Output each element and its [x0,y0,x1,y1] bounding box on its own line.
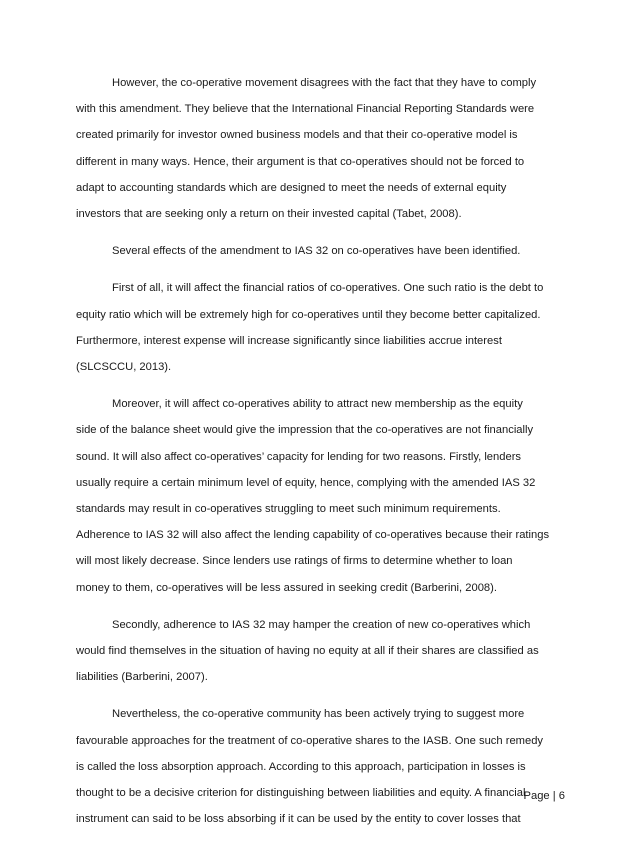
paragraph-3 [76,275,566,380]
text-line: adapt to accounting standards which are designed to meet the needs of external equity [76,181,507,194]
text-line: favourable approaches for the treatment of co-operative shares to the IASB. One such remedy [76,734,544,747]
body-text [76,70,566,843]
text-line: thought to be a decisive criterion for distinguishing between liabilities and equity. A financial [76,787,526,800]
paragraph-6 [76,701,566,832]
paragraph-4 [76,391,566,601]
text-line: instrument can said to be loss absorbing if it can be used by the entity to cover losses that [76,813,521,826]
text-line: usually require a certain minimum level of equity, hence, complying with the amended IAS 32 [76,476,536,489]
text-line: Adherence to IAS 32 will also affect the lending capability of co-operatives because their ratings [76,529,550,542]
text-line: Moreover, it will affect co-operatives ability to attract new membership as the equity [112,398,523,411]
text-line: equity ratio which will be extremely high for co-operatives until they become better capitalized. [76,308,541,321]
text-line: created primarily for investor owned business models and that their co-operative model is [76,129,518,142]
text-line: with this amendment. They believe that the International Financial Reporting Standards were [76,103,535,116]
text-line: Secondly, adherence to IAS 32 may hamper the creation of new co-operatives which [112,618,531,631]
text-line: (SLCSCCU, 2013). [76,361,172,374]
page-number: Page | 6 [523,790,565,802]
text-line: would find themselves in the situation of having no equity at all if their shares are classified as [76,645,539,658]
text-line: money to them, co-operatives will be less assured in seeking credit (Barberini, 2008). [76,581,497,594]
text-line: However, the co-operative movement disagrees with the fact that they have to comply [112,77,537,89]
text-line: Nevertheless, the co-operative community has been actively trying to suggest more [112,708,525,721]
paragraph-1 [76,70,566,227]
text-line: sound. It will also affect co-operatives’ capacity for lending for two reasons. Firstly, lenders [76,450,522,463]
text-line: First of all, it will affect the financial ratios of co-operatives. One such ratio is the debt to [112,282,544,295]
text-line: standards may result in co-operatives struggling to meet such minimum requirements. [76,503,501,516]
paragraph-2 [76,238,566,264]
paragraph-5 [76,612,566,691]
text-line: is called the loss absorption approach. According to this approach, participation in losses is [76,760,526,773]
text-line: side of the balance sheet would give the impression that the co-operatives are not financially [76,424,534,437]
text-line: will most likely decrease. Since lenders use ratings of firms to determine whether to loan [76,555,513,568]
text-line: liabilities (Barberini, 2007). [76,671,208,684]
text-line: Furthermore, interest expense will increase significantly since liabilities accrue interest [76,334,502,347]
text-line: different in many ways. Hence, their argument is that co-operatives should not be forced to [76,155,525,168]
text-line: investors that are seeking only a return on their invested capital (Tabet, 2008). [76,208,462,221]
text-line: Several effects of the amendment to IAS 32 on co-operatives have been identified. [112,245,521,258]
